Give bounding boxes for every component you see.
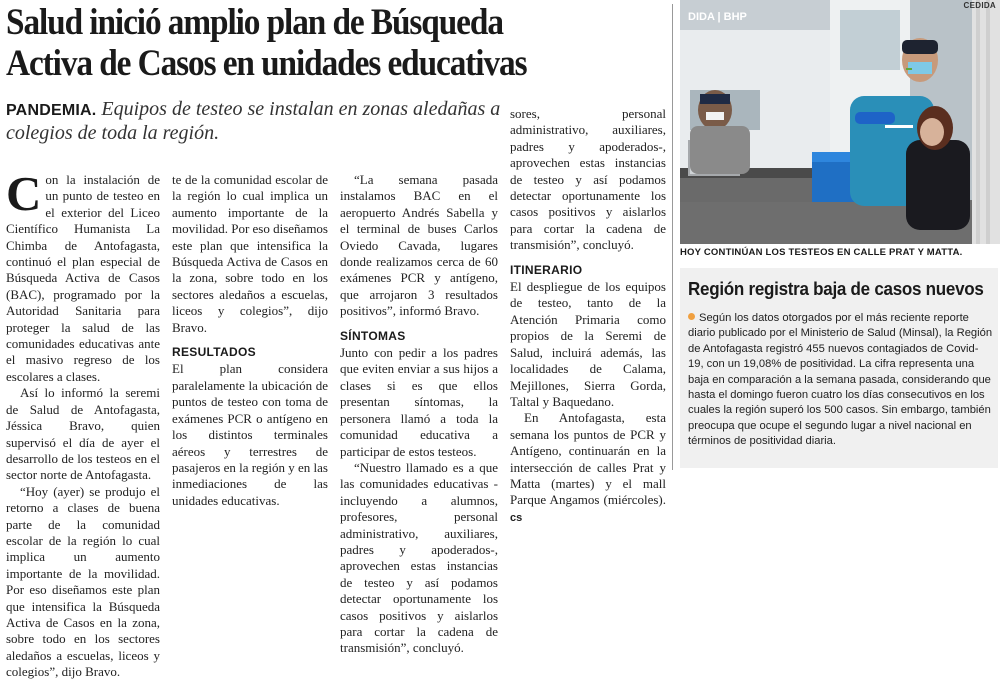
article-paragraph: “Hoy (ayer) se produjo el retorno a clases de buena parte de la comunidad escolar de la región lo cual implica un aumento importante de la movilidad. Por eso diseñamos este plan que intensifica la Búsqueda Activa de Casos en la zona, sobre todo en los sectores aledaños a escuelas, liceos y colegios”, dijo Bravo. [6,483,160,680]
sidebar-text-body: Según los datos otorgados por el más reciente reporte diario publicado por el Ministerio de Salud (Minsal), la Región de Antofagasta registró 455 nuevos contagiados de Covid-19, con un 19,08% de positividad. La cifra representa una baja en comparación a la semana pasada, considerando que hasta el domingo fueron cuatro los días consecutivos en los cuales la región superó los 500 casos. Sin embargo, también preocupa que ocupe el segundo lugar a nivel nacional en términos de positividad diaria. [688,312,993,448]
section-heading-itinerario: ITINERARIO [510,262,583,277]
column-divider [672,4,673,470]
article-paragraph-continued: sores, personal administrativo, auxiliares, padres y apoderados-, aprovechen estas instancias de testeo y así podamos detectar oportunamente los casos positivos y aislarlos para cortar la cadena de transmisión”, concluyó. [510,106,666,253]
van-text: DIDA | BHP [688,11,747,23]
sidebar-title: Región registra baja de casos nuevos [688,278,984,299]
article-paragraph: El despliegue de los equipos de testeo, tanto de la Atención Primaria como propios de la Seremi de Salud, incluirá además, las localidades de Calama, Mejillones, Sierra Gorda, Taltal y Baquedano. [510,279,666,409]
article-column-4 [510,106,666,526]
drop-cap: C [6,166,42,221]
article-paragraph: El plan considera paralelamente la ubicación de puntos de testeo con toma de exámenes PCR o antígeno en los distintos terminales aéreos y terrestres de pasajeros en la región y en las inmediaciones de las unidades educativas. [172,361,328,508]
bullet-icon [688,313,695,320]
lead-paragraph [6,98,501,145]
photo-credit: CEDIDA [963,1,996,10]
article-paragraph: “La semana pasada instalamos BAC en el aeropuerto Andrés Sabella y el terminal de buses Carlos Oviedo Cavada, lugares donde realizamos cerca de 60 exámenes PCR y antígeno, que arrojaron 3 resultados positivos”, informó Bravo. [340,172,498,319]
testing-scene-illustration [680,0,1000,244]
headline-line-2: Activa de Casos en unidades educativas [6,43,527,84]
article-paragraph: Junto con pedir a los padres que eviten enviar a sus hijos a clases si es que ellos presentan síntomas, la personera llamó a toda la comunidad educativa a participar de estos testeos. [340,345,498,459]
article-column-2 [172,172,328,509]
headline-line-1: Salud inició amplio plan de Búsqueda [6,2,503,43]
photo-caption: HOY CONTINÚAN LOS TESTEOS EN CALLE PRAT Y MATTA. [680,247,963,258]
news-photo [680,0,1000,244]
section-heading-resultados: RESULTADOS [172,345,256,360]
end-mark: cs [510,511,523,524]
article-paragraph-continued: te de la comunidad escolar de la región lo cual implica un aumento importante de la movilidad. Por eso diseñamos este plan que intensifica la Búsqueda Activa de Casos en la zona, sobre todo en los sectores aledaños a escuelas, liceos y colegios”, dijo Bravo. [172,172,328,335]
article-paragraph [510,410,666,526]
lead-kicker: PANDEMIA. [6,102,97,119]
article-paragraph: “Nuestro llamado es a que las comunidades educativas -incluyendo a alumnos, profesores, personal administrativo, auxiliares, padres y apoderados-, aprovechen estas instancias de testeo y así podamos detectar oportunamente los casos positivos y aislarlos para cortar la cadena de transmisión”, concluyó. [340,459,498,656]
article-column-3 [340,172,498,656]
headline [6,2,600,84]
lead-text: Equipos de testeo se instalan en zonas aledañas a colegios de toda la región. [6,98,501,144]
article-paragraph: Así lo informó la seremi de Salud de Antofagasta, Jéssica Bravo, quien supervisó el día de ayer el desarrollo de los testeos en el sector norte de Antofagasta. [6,385,160,483]
sidebar-box [680,268,998,468]
article-paragraph-text: En Antofagasta, esta semana los puntos de PCR y Antígeno, continuarán en la intersección de calles Prat y Matta (martes) y el mall Parque Angamos (miércoles). [510,410,666,508]
sidebar-text [688,311,993,450]
article-paragraph-text: on la instalación de un punto de testeo en el exterior del Liceo Científico Humanista La Chimba de Antofagasta, continuó el plan especial de Búsqueda Activa de Casos (BAC), programado por la Autoridad Sanitaria para proteger la salud de las comunidades educativas ante el masivo regreso de los escolares a clases. [6,172,160,384]
article-column-1 [6,166,160,680]
article-paragraph [6,166,160,385]
section-heading-sintomas: SÍNTOMAS [340,328,406,343]
